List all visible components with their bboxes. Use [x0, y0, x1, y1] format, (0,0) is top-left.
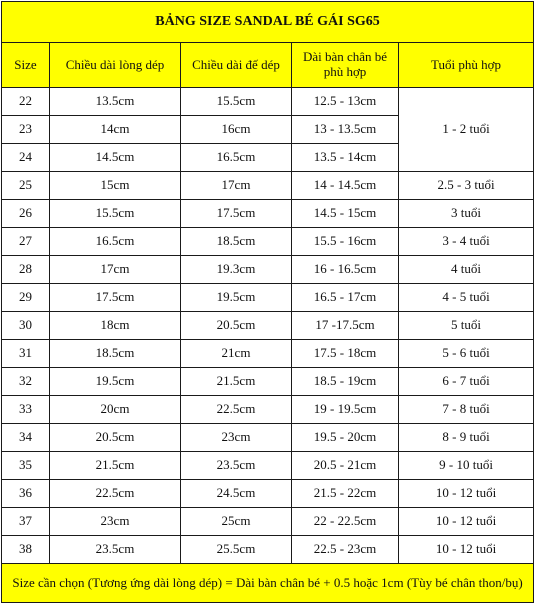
size-cell: 32	[2, 368, 50, 396]
header-age: Tuổi phù hợp	[399, 43, 534, 88]
table-row	[2, 424, 534, 452]
foot-length-cell: 15.5 - 16cm	[292, 228, 399, 256]
size-cell: 28	[2, 256, 50, 284]
foot-length-cell: 20.5 - 21cm	[292, 452, 399, 480]
sole-length-cell: 24.5cm	[181, 480, 292, 508]
foot-length-cell: 22 - 22.5cm	[292, 508, 399, 536]
size-cell: 38	[2, 536, 50, 564]
footer-row	[2, 564, 534, 603]
insole-length-cell: 20.5cm	[50, 424, 181, 452]
insole-length-cell: 18.5cm	[50, 340, 181, 368]
size-cell: 37	[2, 508, 50, 536]
foot-length-cell: 21.5 - 22cm	[292, 480, 399, 508]
table-row	[2, 312, 534, 340]
insole-length-cell: 20cm	[50, 396, 181, 424]
insole-length-cell: 16.5cm	[50, 228, 181, 256]
foot-length-cell: 17 -17.5cm	[292, 312, 399, 340]
insole-length-cell: 17.5cm	[50, 284, 181, 312]
sole-length-cell: 20.5cm	[181, 312, 292, 340]
foot-length-cell: 13 - 13.5cm	[292, 116, 399, 144]
insole-length-cell: 14.5cm	[50, 144, 181, 172]
table-title: BẢNG SIZE SANDAL BÉ GÁI SG65	[2, 2, 534, 43]
size-cell: 31	[2, 340, 50, 368]
size-cell: 34	[2, 424, 50, 452]
sole-length-cell: 17.5cm	[181, 200, 292, 228]
age-cell: 10 - 12 tuổi	[399, 536, 534, 564]
age-cell: 1 - 2 tuổi	[399, 88, 534, 172]
size-cell: 26	[2, 200, 50, 228]
table-row	[2, 368, 534, 396]
foot-length-cell: 16 - 16.5cm	[292, 256, 399, 284]
table-row	[2, 536, 534, 564]
foot-length-cell: 14 - 14.5cm	[292, 172, 399, 200]
sole-length-cell: 16.5cm	[181, 144, 292, 172]
table-body	[2, 88, 534, 564]
table-row	[2, 284, 534, 312]
table-row	[2, 340, 534, 368]
header-insole-length: Chiều dài lòng dép	[50, 43, 181, 88]
sole-length-cell: 15.5cm	[181, 88, 292, 116]
table-row	[2, 508, 534, 536]
table-row	[2, 396, 534, 424]
size-cell: 33	[2, 396, 50, 424]
footer-note: Size cần chọn (Tương ứng dài lòng dép) = Dài bàn chân bé + 0.5 hoặc 1cm (Tùy bé chân thon/bụ)	[2, 564, 534, 603]
insole-length-cell: 15.5cm	[50, 200, 181, 228]
table-row	[2, 200, 534, 228]
header-size: Size	[2, 43, 50, 88]
age-cell: 9 - 10 tuổi	[399, 452, 534, 480]
age-cell: 8 - 9 tuổi	[399, 424, 534, 452]
age-cell: 5 - 6 tuổi	[399, 340, 534, 368]
sole-length-cell: 23cm	[181, 424, 292, 452]
insole-length-cell: 14cm	[50, 116, 181, 144]
age-cell: 5 tuổi	[399, 312, 534, 340]
size-cell: 22	[2, 88, 50, 116]
size-cell: 27	[2, 228, 50, 256]
age-cell: 2.5 - 3 tuổi	[399, 172, 534, 200]
size-cell: 30	[2, 312, 50, 340]
sole-length-cell: 21cm	[181, 340, 292, 368]
insole-length-cell: 22.5cm	[50, 480, 181, 508]
insole-length-cell: 23.5cm	[50, 536, 181, 564]
foot-length-cell: 19 - 19.5cm	[292, 396, 399, 424]
foot-length-cell: 13.5 - 14cm	[292, 144, 399, 172]
header-row	[2, 43, 534, 88]
insole-length-cell: 15cm	[50, 172, 181, 200]
size-cell: 25	[2, 172, 50, 200]
sole-length-cell: 23.5cm	[181, 452, 292, 480]
sole-length-cell: 25.5cm	[181, 536, 292, 564]
insole-length-cell: 21.5cm	[50, 452, 181, 480]
size-cell: 29	[2, 284, 50, 312]
age-cell: 10 - 12 tuổi	[399, 480, 534, 508]
foot-length-cell: 17.5 - 18cm	[292, 340, 399, 368]
size-cell: 23	[2, 116, 50, 144]
size-cell: 36	[2, 480, 50, 508]
age-cell: 3 tuổi	[399, 200, 534, 228]
foot-length-cell: 12.5 - 13cm	[292, 88, 399, 116]
sole-length-cell: 25cm	[181, 508, 292, 536]
age-cell: 3 - 4 tuổi	[399, 228, 534, 256]
table-row	[2, 480, 534, 508]
age-cell: 10 - 12 tuổi	[399, 508, 534, 536]
insole-length-cell: 23cm	[50, 508, 181, 536]
age-cell: 4 - 5 tuổi	[399, 284, 534, 312]
sole-length-cell: 16cm	[181, 116, 292, 144]
insole-length-cell: 17cm	[50, 256, 181, 284]
title-row	[2, 2, 534, 43]
table-row	[2, 256, 534, 284]
age-cell: 6 - 7 tuổi	[399, 368, 534, 396]
header-sole-length: Chiều dài đế dép	[181, 43, 292, 88]
size-table	[1, 1, 534, 603]
sole-length-cell: 22.5cm	[181, 396, 292, 424]
age-cell: 4 tuổi	[399, 256, 534, 284]
table-row	[2, 172, 534, 200]
size-cell: 35	[2, 452, 50, 480]
foot-length-cell: 18.5 - 19cm	[292, 368, 399, 396]
table-row	[2, 452, 534, 480]
sole-length-cell: 18.5cm	[181, 228, 292, 256]
foot-length-cell: 14.5 - 15cm	[292, 200, 399, 228]
size-cell: 24	[2, 144, 50, 172]
table-row	[2, 228, 534, 256]
sole-length-cell: 19.5cm	[181, 284, 292, 312]
table-row	[2, 88, 534, 116]
sole-length-cell: 19.3cm	[181, 256, 292, 284]
sole-length-cell: 17cm	[181, 172, 292, 200]
insole-length-cell: 18cm	[50, 312, 181, 340]
foot-length-cell: 19.5 - 20cm	[292, 424, 399, 452]
foot-length-cell: 16.5 - 17cm	[292, 284, 399, 312]
age-cell: 7 - 8 tuổi	[399, 396, 534, 424]
header-foot-length: Dài bàn chân bé phù hợp	[292, 43, 399, 88]
insole-length-cell: 13.5cm	[50, 88, 181, 116]
foot-length-cell: 22.5 - 23cm	[292, 536, 399, 564]
insole-length-cell: 19.5cm	[50, 368, 181, 396]
sole-length-cell: 21.5cm	[181, 368, 292, 396]
